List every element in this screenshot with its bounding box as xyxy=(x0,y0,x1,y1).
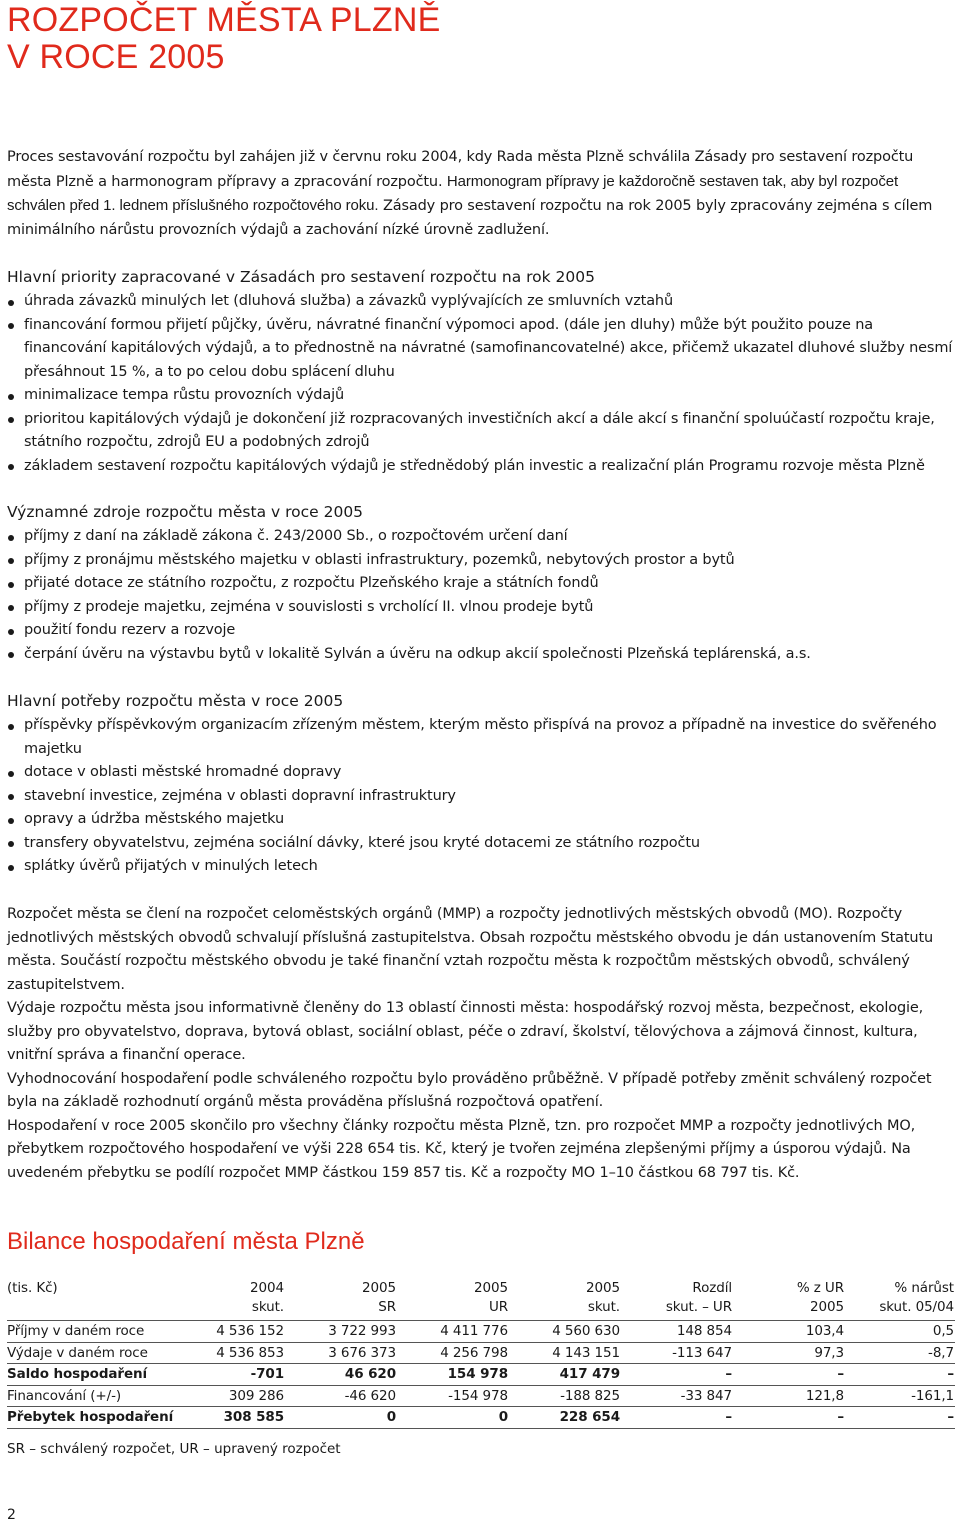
column-header: 2005 SR xyxy=(362,1280,396,1315)
table-cell: 121,8 xyxy=(733,1385,845,1407)
table-cell: -46 620 xyxy=(285,1385,397,1407)
table-cell: 4 560 630 xyxy=(509,1321,621,1343)
list-item: transfery obyvatelstvu, zejména sociální dávky, které jsou kryté dotacemi ze státního rozpočtu xyxy=(7,832,955,856)
table-cell: – xyxy=(621,1364,733,1386)
table-cell: 4 411 776 xyxy=(397,1321,509,1343)
intro-paragraph xyxy=(7,146,955,242)
table-cell: 154 978 xyxy=(397,1364,509,1386)
table-cell: 0 xyxy=(397,1407,509,1429)
list-item: příjmy z pronájmu městského majetku v oblasti infrastruktury, pozemků, nebytových prostor a bytů xyxy=(7,549,955,573)
table-cell: -8,7 xyxy=(845,1342,955,1364)
column-header: 2005 skut. xyxy=(586,1280,620,1315)
table-cell: -154 978 xyxy=(397,1385,509,1407)
list-item: opravy a údržba městského majetku xyxy=(7,808,955,832)
table-cell: 4 143 151 xyxy=(509,1342,621,1364)
column-header: 2005 UR xyxy=(474,1280,508,1315)
intro-text-2: Harmonogram přípravy je každoročně sestaven tak, aby byl rozpočet schválen před 1. lednem příslušného rozpočtového roku. xyxy=(7,172,899,214)
table-cell: – xyxy=(845,1407,955,1429)
page-title xyxy=(7,2,440,76)
column-header: % z UR 2005 xyxy=(796,1280,844,1315)
table-cell: Výdaje v daném roce xyxy=(7,1342,177,1364)
table-cell: -113 647 xyxy=(621,1342,733,1364)
list-item: stavební investice, zejména v oblasti dopravní infrastruktury xyxy=(7,785,955,809)
table-cell: 46 620 xyxy=(285,1364,397,1386)
body-text xyxy=(7,903,955,1185)
body-paragraph: Vyhodnocování hospodaření podle schváleného rozpočtu bylo prováděno průběžně. V případě potřeby změnit schválený rozpočet byla na základě rozhodnutí orgánů města prováděna příslušná rozpočtová opatření. xyxy=(7,1070,932,1110)
body-paragraph: Hospodaření v roce 2005 skončilo pro všechny články rozpočtu města Plzně, tzn. pro rozpočet MMP a rozpočty jednotlivých MO, přebytkem rozpočtového hospodaření ve výši 228 654 tis. Kč, který je tvořen zejména zlepšenými příjmy a úsporou výdajů. Na uvedeném přebytku se podílí rozpočet MMP částkou 159 857 tis. Kč a rozpočty MO 1–10 částkou 68 797 tis. Kč. xyxy=(7,1117,916,1181)
table-row xyxy=(7,1407,955,1429)
balance-table xyxy=(7,1279,955,1429)
table-row xyxy=(7,1385,955,1407)
list-item: splátky úvěrů přijatých v minulých letech xyxy=(7,855,955,879)
page-number: 2 xyxy=(7,1507,16,1523)
sources-list xyxy=(7,525,955,666)
table-footnote: SR – schválený rozpočet, UR – upravený rozpočet xyxy=(7,1441,341,1457)
balance-title: Bilance hospodaření města Plzně xyxy=(7,1228,365,1255)
page-title-line-1: ROZPOČET MĚSTA PLZNĚ xyxy=(7,1,441,39)
list-item: základem sestavení rozpočtu kapitálových výdajů je střednědobý plán investic a realizační plán Programu rozvoje města Plzně xyxy=(7,455,955,479)
column-header: (tis. Kč) xyxy=(7,1280,58,1296)
column-header: 2004 skut. xyxy=(250,1280,284,1315)
intro-text-3: Zásady pro sestavení rozpočtu na rok 2005 byly zpracovány zejména s cílem minimálního nárůstu provozních výdajů a zachování nízké úrovně zadlužení. xyxy=(7,198,933,238)
list-item: přijaté dotace ze státního rozpočtu, z rozpočtu Plzeňského kraje a státních fondů xyxy=(7,572,955,596)
priorities-heading: Hlavní priority zapracované v Zásadách pro sestavení rozpočtu na rok 2005 xyxy=(7,268,596,286)
table-cell: – xyxy=(733,1364,845,1386)
list-item: dotace v oblasti městské hromadné dopravy xyxy=(7,761,955,785)
table-cell: 0 xyxy=(285,1407,397,1429)
body-paragraph: Rozpočet města se člení na rozpočet celoměstských orgánů (MMP) a rozpočty jednotlivých městských obvodů (MO). Rozpočty jednotlivých městských obvodů schvalují příslušná zastupitelstva. Obsah rozpočtu městského obvodu je dán ustanovením Statutu města. Součástí rozpočtu městského obvodu je také finanční vztah rozpočtu města k rozpočtům městských obvodů, schválený zastupitelstvem. xyxy=(7,906,934,993)
list-item: financování formou přijetí půjčky, úvěru, návratné finanční výpomoci apod. (dále jen dluhy) může být použito pouze na financování kapitálových výdajů, a to přednostně na návratné (samofinancovatelné) akce, přičemž ukazatel dluhové služby nesmí přesáhnout 15 %, a to po celou dobu splácení dluhu xyxy=(7,314,955,385)
priorities-list xyxy=(7,290,955,478)
column-header: % nárůst skut. 05/04 xyxy=(879,1280,954,1315)
table-cell: – xyxy=(733,1407,845,1429)
table-row xyxy=(7,1321,955,1343)
table-cell: Příjmy v daném roce xyxy=(7,1321,177,1343)
table-row xyxy=(7,1342,955,1364)
list-item: příjmy z prodeje majetku, zejména v souvislosti s vrcholící II. vlnou prodeje bytů xyxy=(7,596,955,620)
table-cell: -161,1 xyxy=(845,1385,955,1407)
list-item: příjmy z daní na základě zákona č. 243/2000 Sb., o rozpočtovém určení daní xyxy=(7,525,955,549)
table-cell: 0,5 xyxy=(845,1321,955,1343)
list-item: prioritou kapitálových výdajů je dokončení již rozpracovaných investičních akcí a dále akcí s finanční spoluúčastí rozpočtu kraje, státního rozpočtu, zdrojů EU a podobných zdrojů xyxy=(7,408,955,455)
needs-list xyxy=(7,714,955,879)
table-cell: 103,4 xyxy=(733,1321,845,1343)
table-cell: 417 479 xyxy=(509,1364,621,1386)
page-title-line-2: V ROCE 2005 xyxy=(7,38,225,76)
column-header: Rozdíl skut. – UR xyxy=(665,1280,732,1315)
table-cell: 308 585 xyxy=(177,1407,285,1429)
list-item: použití fondu rezerv a rozvoje xyxy=(7,619,955,643)
list-item: minimalizace tempa růstu provozních výdajů xyxy=(7,384,955,408)
intro-text-1: Proces sestavování rozpočtu byl zahájen již v červnu roku 2004, kdy Rada města Plzně schválila Zásady pro sestavení rozpočtu města Plzně a harmonogram přípravy a zpracování rozpočtu. xyxy=(7,149,914,190)
needs-heading: Hlavní potřeby rozpočtu města v roce 2005 xyxy=(7,692,344,710)
body-paragraph: Výdaje rozpočtu města jsou informativně členěny do 13 oblastí činnosti města: hospodářský rozvoj města, bezpečnost, ekologie, služby pro obyvatelstvo, doprava, bytová oblast, sociální oblast, péče o zdraví, školství, tělovýchova a zájmová činnost, kultura, vnitřní správa a finanční operace. xyxy=(7,1000,924,1063)
table-cell: 228 654 xyxy=(509,1407,621,1429)
table-cell: 3 676 373 xyxy=(285,1342,397,1364)
sources-heading: Významné zdroje rozpočtu města v roce 2005 xyxy=(7,503,364,521)
table-cell: – xyxy=(621,1407,733,1429)
table-cell: 3 722 993 xyxy=(285,1321,397,1343)
table-cell: -33 847 xyxy=(621,1385,733,1407)
table-cell: 4 536 152 xyxy=(177,1321,285,1343)
table-cell: Saldo hospodaření xyxy=(7,1364,177,1386)
list-item: příspěvky příspěvkovým organizacím zřízeným městem, kterým město přispívá na provoz a případně na investice do svěřeného majetku xyxy=(7,714,955,761)
table-header-row xyxy=(7,1279,955,1321)
table-cell: Přebytek hospodaření xyxy=(7,1407,177,1429)
table-cell: Financování (+/-) xyxy=(7,1385,177,1407)
table-cell: -188 825 xyxy=(509,1385,621,1407)
table-cell: 148 854 xyxy=(621,1321,733,1343)
table-row xyxy=(7,1364,955,1386)
table-cell: -701 xyxy=(177,1364,285,1386)
table-cell: 4 256 798 xyxy=(397,1342,509,1364)
table-cell: 97,3 xyxy=(733,1342,845,1364)
list-item: úhrada závazků minulých let (dluhová služba) a závazků vyplývajících ze smluvních vztahů xyxy=(7,290,955,314)
table-cell: – xyxy=(845,1364,955,1386)
list-item: čerpání úvěru na výstavbu bytů v lokalitě Sylván a úvěru na odkup akcií společnosti Plzeňská teplárenská, a.s. xyxy=(7,643,955,667)
table-cell: 4 536 853 xyxy=(177,1342,285,1364)
table-cell: 309 286 xyxy=(177,1385,285,1407)
